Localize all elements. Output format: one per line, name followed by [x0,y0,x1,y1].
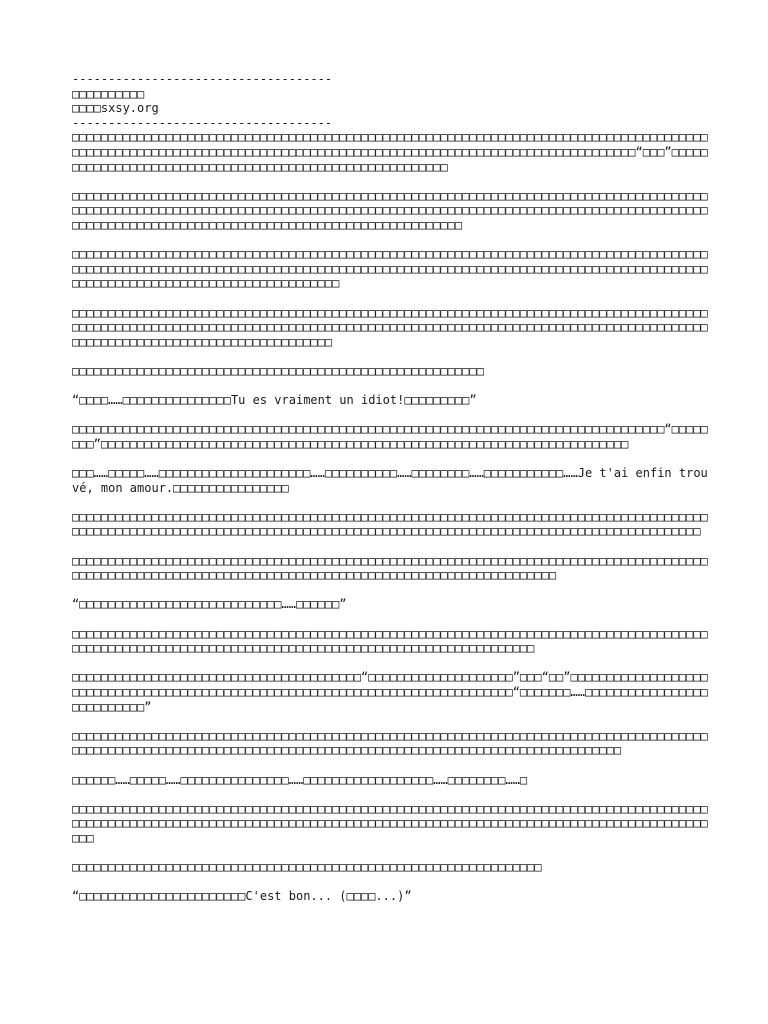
paragraph-12: □□□□□□□□□□□□□□□□□□□□□□□□□□□□□□□□□□□□□□□□□□□□□□□□□□□□□□□□□□□□□□□□□□□□□□□□□□□□□□□□□□□□□□□□□□□□□□□□□□□□□□□□□□□□□□□□□□□□□□□□□□□□□□□□□□□□□□□□□□□□□□□□□□□□□□□□ [72,626,708,656]
document-body [72,72,708,918]
paragraph-9: □□□□□□□□□□□□□□□□□□□□□□□□□□□□□□□□□□□□□□□□□□□□□□□□□□□□□□□□□□□□□□□□□□□□□□□□□□□□□□□□□□□□□□□□□□□□□□□□□□□□□□□□□□□□□□□□□□□□□□□□□□□□□□□□□□□□□□□□□□□□□□□□□□□□□□□□□□□□□□□□□□□□□□□□□□□□□□□ [72,509,708,539]
source-line: □□□□sxsy.org [72,101,159,116]
paragraph-8: □□□……□□□□□……□□□□□□□□□□□□□□□□□□□□□……□□□□□□□□□□……□□□□□□□□……□□□□□□□□□□□……Je t'ai enfin trouvé, mon amour.□□□□□□□□□□□□□□□□ [72,466,708,495]
dialogue-line-2: “□□□□□□□□□□□□□□□□□□□□□□□□□□□□……□□□□□□” [72,597,347,612]
paragraph-2: □□□□□□□□□□□□□□□□□□□□□□□□□□□□□□□□□□□□□□□□□□□□□□□□□□□□□□□□□□□□□□□□□□□□□□□□□□□□□□□□□□□□□□□□□□□□□□□□□□□□□□□□□□□□□□□□□□□□□□□□□□□□□□□□□□□□□□□□□□□□□□□□□□□□□□□□□□□□□□□□□□□□□□□□□□□□□□□□□□□□□□□□□□□□□□□□□□□□□□□□□□□□□□□□□□□□□□□□□□□□□□□□□□□□□□ [72,188,708,232]
dialogue-line-1: “□□□□……□□□□□□□□□□□□□□□Tu es vraiment un idiot!□□□□□□□□□” [72,393,477,408]
header-rule-bottom: ------------------------------------ [72,115,333,130]
paragraph-17: □□□□□□□□□□□□□□□□□□□□□□□□□□□□□□□□□□□□□□□□□□□□□□□□□□□□□□□□□□□□□□□□□ [72,860,542,875]
paragraph-15: □□□□□□……□□□□□……□□□□□□□□□□□□□□□……□□□□□□□□□□□□□□□□□□……□□□□□□□□……□ [72,772,528,787]
paragraph-5: □□□□□□□□□□□□□□□□□□□□□□□□□□□□□□□□□□□□□□□□□□□□□□□□□□□□□□□□□ [72,363,484,378]
paragraph-1: □□□□□□□□□□□□□□□□□□□□□□□□□□□□□□□□□□□□□□□□□□□□□□□□□□□□□□□□□□□□□□□□□□□□□□□□□□□□□□□□□□□□□□□□□□□□□□□□□□□□□□□□□□□□□□□□□□□□□□□□□□□□□□□□□□□□□□□□□□□□□□□□□□□□□□□□□□□□□□□□□□□□□□“□□□”□□□□□□□□□□□□□□□□□□□□□□□□□□□□□□□□□□□□□□□□□□□□□□□□□□□□□□□□□ [72,130,708,174]
paragraph-16: □□□□□□□□□□□□□□□□□□□□□□□□□□□□□□□□□□□□□□□□□□□□□□□□□□□□□□□□□□□□□□□□□□□□□□□□□□□□□□□□□□□□□□□□□□□□□□□□□□□□□□□□□□□□□□□□□□□□□□□□□□□□□□□□□□□□□□□□□□□□□□□□□□□□□□□□□□□□□□□□□□□□□□□□□□□□□□□□□□□ [72,801,708,845]
paragraph-13: □□□□□□□□□□□□□□□□□□□□□□□□□□□□□□□□□□□□□□□□“□□□□□□□□□□□□□□□□□□□□”□□□“□□”□□□□□□□□□□□□□□□□□□□□□□□□□□□□□□□□□□□□□□□□□□□□□□□□□□□□□□□□□□□□□□□□□□□□□□□□□□□□□□□□“□□□□□□□……□□□□□□□□□□□□□□□□□□□□□□□□□□□” [72,670,708,714]
header-rule-top: ------------------------------------ [72,72,333,86]
paragraph-3: □□□□□□□□□□□□□□□□□□□□□□□□□□□□□□□□□□□□□□□□□□□□□□□□□□□□□□□□□□□□□□□□□□□□□□□□□□□□□□□□□□□□□□□□□□□□□□□□□□□□□□□□□□□□□□□□□□□□□□□□□□□□□□□□□□□□□□□□□□□□□□□□□□□□□□□□□□□□□□□□□□□□□□□□□□□□□□□□□□□□□□□□□□□□□□□□□□□□□□□□□□□□□□□□□□□□□ [72,247,708,291]
paragraph-7: □□□□□□□□□□□□□□□□□□□□□□□□□□□□□□□□□□□□□□□□□□□□□□□□□□□□□□□□□□□□□□□□□□□□□□□□□□□□□□□□□□“□□□□□□□□”□□□□□□□□□□□□□□□□□□□□□□□□□□□□□□□□□□□□□□□□□□□□□□□□□□□□□□□□□□□□□□□□□□□□□□□□□ [72,422,708,451]
paragraph-10: □□□□□□□□□□□□□□□□□□□□□□□□□□□□□□□□□□□□□□□□□□□□□□□□□□□□□□□□□□□□□□□□□□□□□□□□□□□□□□□□□□□□□□□□□□□□□□□□□□□□□□□□□□□□□□□□□□□□□□□□□□□□□□□□□□□□□□□□□□□□□□□□□□□□□□□□□□□ [72,553,708,583]
paragraph-14: □□□□□□□□□□□□□□□□□□□□□□□□□□□□□□□□□□□□□□□□□□□□□□□□□□□□□□□□□□□□□□□□□□□□□□□□□□□□□□□□□□□□□□□□□□□□□□□□□□□□□□□□□□□□□□□□□□□□□□□□□□□□□□□□□□□□□□□□□□□□□□□□□□□□□□□□□□□□□□□□□□□□ [72,728,708,758]
document-title: □□□□□□□□□□ [72,86,145,101]
dialogue-line-3: “□□□□□□□□□□□□□□□□□□□□□□□C'est bon... (□□□□...)” [72,889,412,904]
paragraph-4: □□□□□□□□□□□□□□□□□□□□□□□□□□□□□□□□□□□□□□□□□□□□□□□□□□□□□□□□□□□□□□□□□□□□□□□□□□□□□□□□□□□□□□□□□□□□□□□□□□□□□□□□□□□□□□□□□□□□□□□□□□□□□□□□□□□□□□□□□□□□□□□□□□□□□□□□□□□□□□□□□□□□□□□□□□□□□□□□□□□□□□□□□□□□□□□□□□□□□□□□□□□□□□□□□□□□ [72,305,708,349]
